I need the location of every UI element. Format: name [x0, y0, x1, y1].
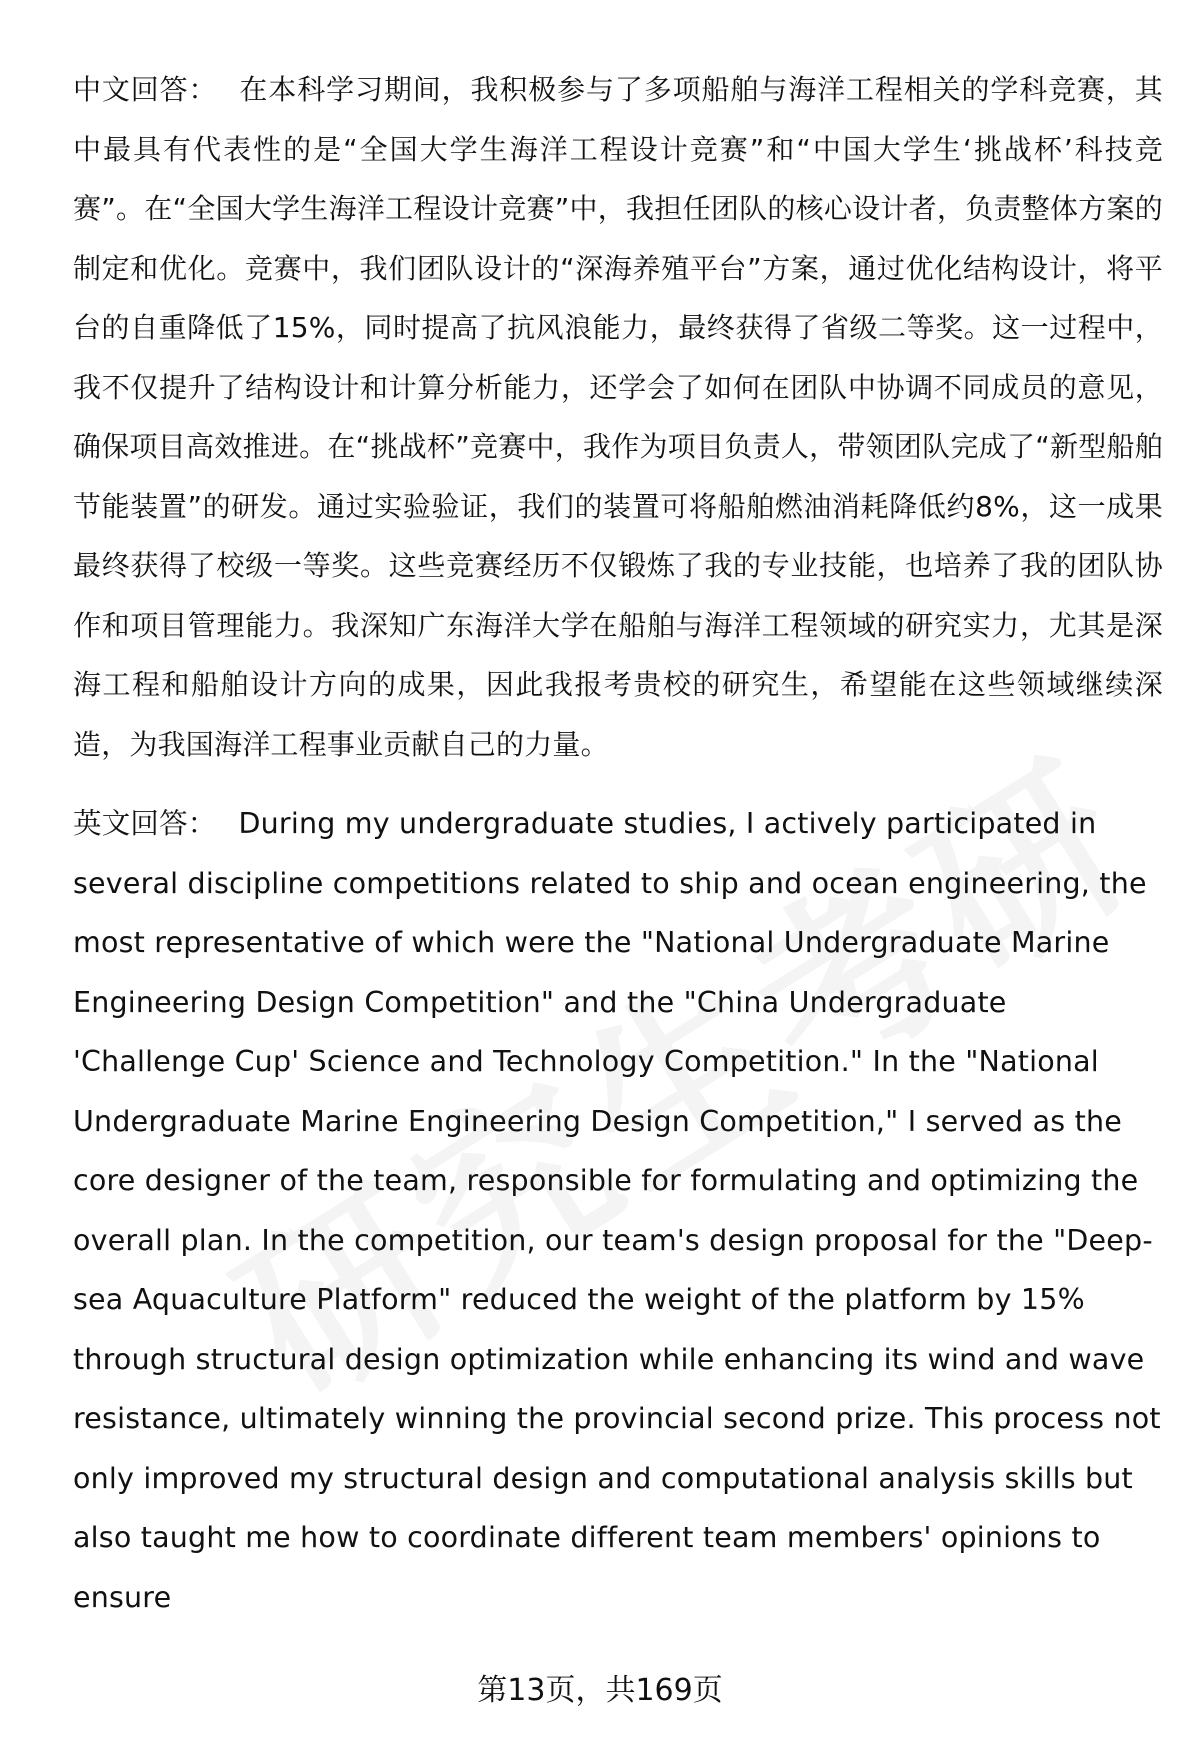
english-answer-paragraph: [73, 794, 1163, 1627]
page-number-footer: 第13页，共169页: [477, 1673, 723, 1708]
chinese-answer-paragraph: [73, 60, 1163, 774]
english-answer-label: 英文回答：: [73, 807, 217, 840]
english-answer-text: During my undergraduate studies, I actively participated in several discipline competitions related to ship and ocean engineering, the most representative of which were the "National Undergraduate Marine Engineering Design Competition" and the "China Undergraduate 'Challenge Cup' Science and Technology Competition." In the "National Undergraduate Marine Engineering Design Competition," I served as the core designer of the team, responsible for formulating and optimizing the overall plan. In the competition, our team's design proposal for the "Deep-sea Aquaculture Platform" reduced the weight of the platform by 15% through structural design optimization while enhancing its wind and wave resistance, ultimately winning the provincial second prize. This process not only improved my structural design and computational analysis skills but also taught me how to coordinate different team members' opinions to ensure: [73, 807, 1161, 1614]
document-body: [73, 60, 1163, 1627]
chinese-answer-text: 在本科学习期间，我积极参与了多项船舶与海洋工程相关的学科竞赛，其中最具有代表性的是“全国大学生海洋工程设计竞赛”和“中国大学生‘挑战杯’科技竞赛”。在“全国大学生海洋工程设计竞赛”中，我担任团队的核心设计者，负责整体方案的制定和优化。竞赛中，我们团队设计的“深海养殖平台”方案，通过优化结构设计，将平台的自重降低了15%，同时提高了抗风浪能力，最终获得了省级二等奖。这一过程中，我不仅提升了结构设计和计算分析能力，还学会了如何在团队中协调不同成员的意见，确保项目高效推进。在“挑战杯”竞赛中，我作为项目负责人，带领团队完成了“新型船舶节能装置”的研发。通过实验验证，我们的装置可将船舶燃油消耗降低约8%，这一成果最终获得了校级一等奖。这些竞赛经历不仅锻炼了我的专业技能，也培养了我的团队协作和项目管理能力。我深知广东海洋大学在船舶与海洋工程领域的研究实力，尤其是深海工程和船舶设计方向的成果，因此我报考贵校的研究生，希望能在这些领域继续深造，为我国海洋工程事业贡献自己的力量。: [73, 73, 1163, 761]
chinese-answer-label: 中文回答：: [73, 73, 218, 106]
